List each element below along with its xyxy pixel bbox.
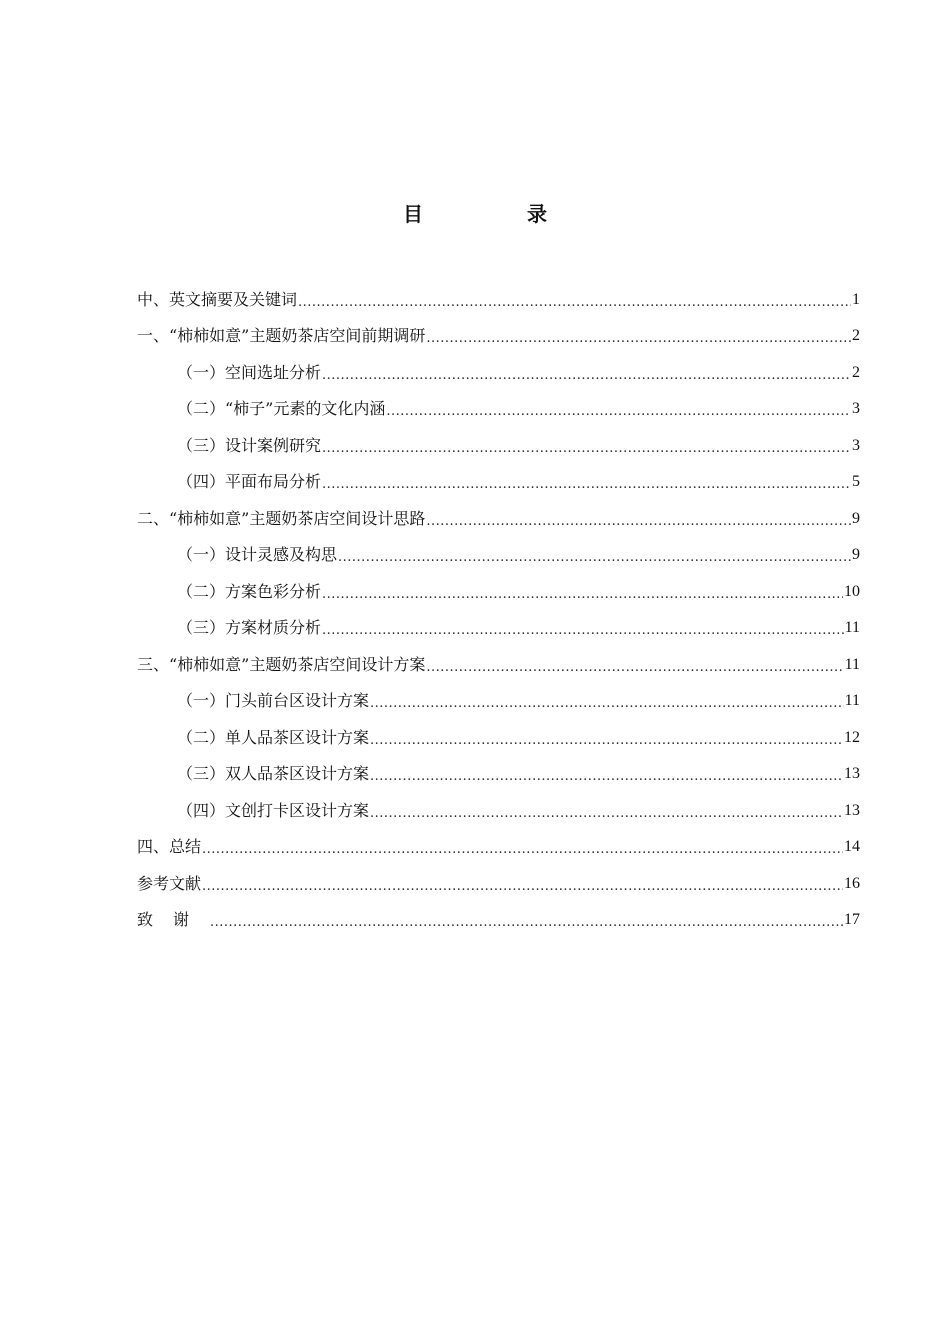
toc-entry-label: （二）方案色彩分析 — [177, 581, 322, 601]
toc-entry-page: 11 — [844, 619, 860, 636]
toc-title: 目 录 — [403, 202, 589, 226]
toc-subentry[interactable] — [137, 683, 860, 720]
dot-leader — [426, 324, 851, 354]
toc-entry-page: 11 — [844, 655, 860, 673]
toc-entry-label: （三）双人品茶区设计方案 — [177, 764, 370, 783]
toc-entry-page: 12 — [844, 728, 860, 746]
toc-subentry[interactable] — [137, 792, 860, 829]
toc-entry-label: （四）平面布局分析 — [177, 472, 322, 491]
dot-leader — [298, 288, 851, 318]
toc-subentry[interactable] — [137, 610, 860, 647]
toc-entry-label: （二）单人品茶区设计方案 — [177, 727, 370, 747]
toc-entry-page: 5 — [852, 473, 860, 490]
dot-leader — [210, 908, 843, 938]
toc-entry-label: 参考文献 — [137, 873, 202, 893]
dot-leader — [338, 543, 851, 573]
toc-entry-page: 3 — [852, 436, 860, 454]
toc-subentry[interactable] — [137, 719, 860, 756]
toc-entry-label: 二、“柿柿如意”主题奶茶店空间设计思路 — [137, 508, 426, 528]
dot-leader — [322, 580, 843, 610]
dot-leader — [370, 762, 843, 792]
table-of-contents — [137, 281, 860, 938]
dot-leader — [426, 507, 851, 537]
toc-subentry[interactable] — [137, 354, 860, 391]
toc-entry-label: （一）空间选址分析 — [177, 362, 322, 382]
toc-entry-label: （四）文创打卡区设计方案 — [177, 800, 370, 820]
toc-entry-label: 三、“柿柿如意”主题奶茶店空间设计方案 — [137, 654, 426, 674]
toc-entry-label: （一）设计灵感及构思 — [177, 545, 338, 564]
dot-leader — [370, 799, 843, 829]
toc-subentry[interactable] — [137, 756, 860, 793]
toc-entry-page: 2 — [852, 363, 860, 381]
toc-entry-page: 13 — [844, 765, 860, 782]
toc-entry-page: 9 — [852, 546, 860, 563]
toc-entry-page: 10 — [844, 582, 860, 600]
toc-entry-page: 11 — [844, 692, 860, 709]
toc-entry[interactable] — [137, 829, 860, 866]
toc-entry-page: 14 — [844, 838, 860, 855]
dot-leader — [322, 470, 851, 500]
toc-entry-label: （三）方案材质分析 — [177, 618, 322, 637]
toc-entry[interactable] — [137, 500, 860, 537]
toc-entry[interactable] — [137, 281, 860, 318]
toc-entry-page: 13 — [844, 801, 860, 819]
toc-entry-page: 3 — [852, 400, 860, 417]
toc-entry[interactable] — [137, 646, 860, 683]
dot-leader — [322, 361, 851, 391]
toc-entry-label: 四、总结 — [137, 837, 202, 856]
dot-leader — [370, 689, 844, 719]
dot-leader — [386, 397, 851, 427]
toc-entry[interactable] — [137, 865, 860, 902]
toc-entry[interactable] — [137, 902, 860, 939]
toc-subentry[interactable] — [137, 427, 860, 464]
toc-entry-page: 16 — [844, 874, 860, 892]
toc-entry[interactable] — [137, 318, 860, 355]
dot-leader — [370, 726, 843, 756]
toc-entry-page: 1 — [852, 290, 860, 308]
toc-entry-label: 致谢 — [137, 910, 210, 929]
toc-entry-label: （二）“柿子”元素的文化内涵 — [177, 399, 386, 418]
toc-entry-label: 中、英文摘要及关键词 — [137, 289, 298, 309]
toc-entry-page: 2 — [852, 327, 860, 344]
dot-leader — [202, 872, 843, 902]
toc-subentry[interactable] — [137, 391, 860, 428]
toc-subentry[interactable] — [137, 537, 860, 574]
toc-entry-label: （三）设计案例研究 — [177, 435, 322, 455]
toc-entry-label: （一）门头前台区设计方案 — [177, 691, 370, 710]
dot-leader — [322, 434, 851, 464]
dot-leader — [322, 616, 844, 646]
toc-subentry[interactable] — [137, 464, 860, 501]
dot-leader — [426, 653, 843, 683]
toc-entry-page: 9 — [852, 509, 860, 527]
toc-entry-page: 17 — [844, 911, 860, 928]
toc-subentry[interactable] — [137, 573, 860, 610]
toc-entry-label: 一、“柿柿如意”主题奶茶店空间前期调研 — [137, 326, 426, 345]
dot-leader — [202, 835, 843, 865]
